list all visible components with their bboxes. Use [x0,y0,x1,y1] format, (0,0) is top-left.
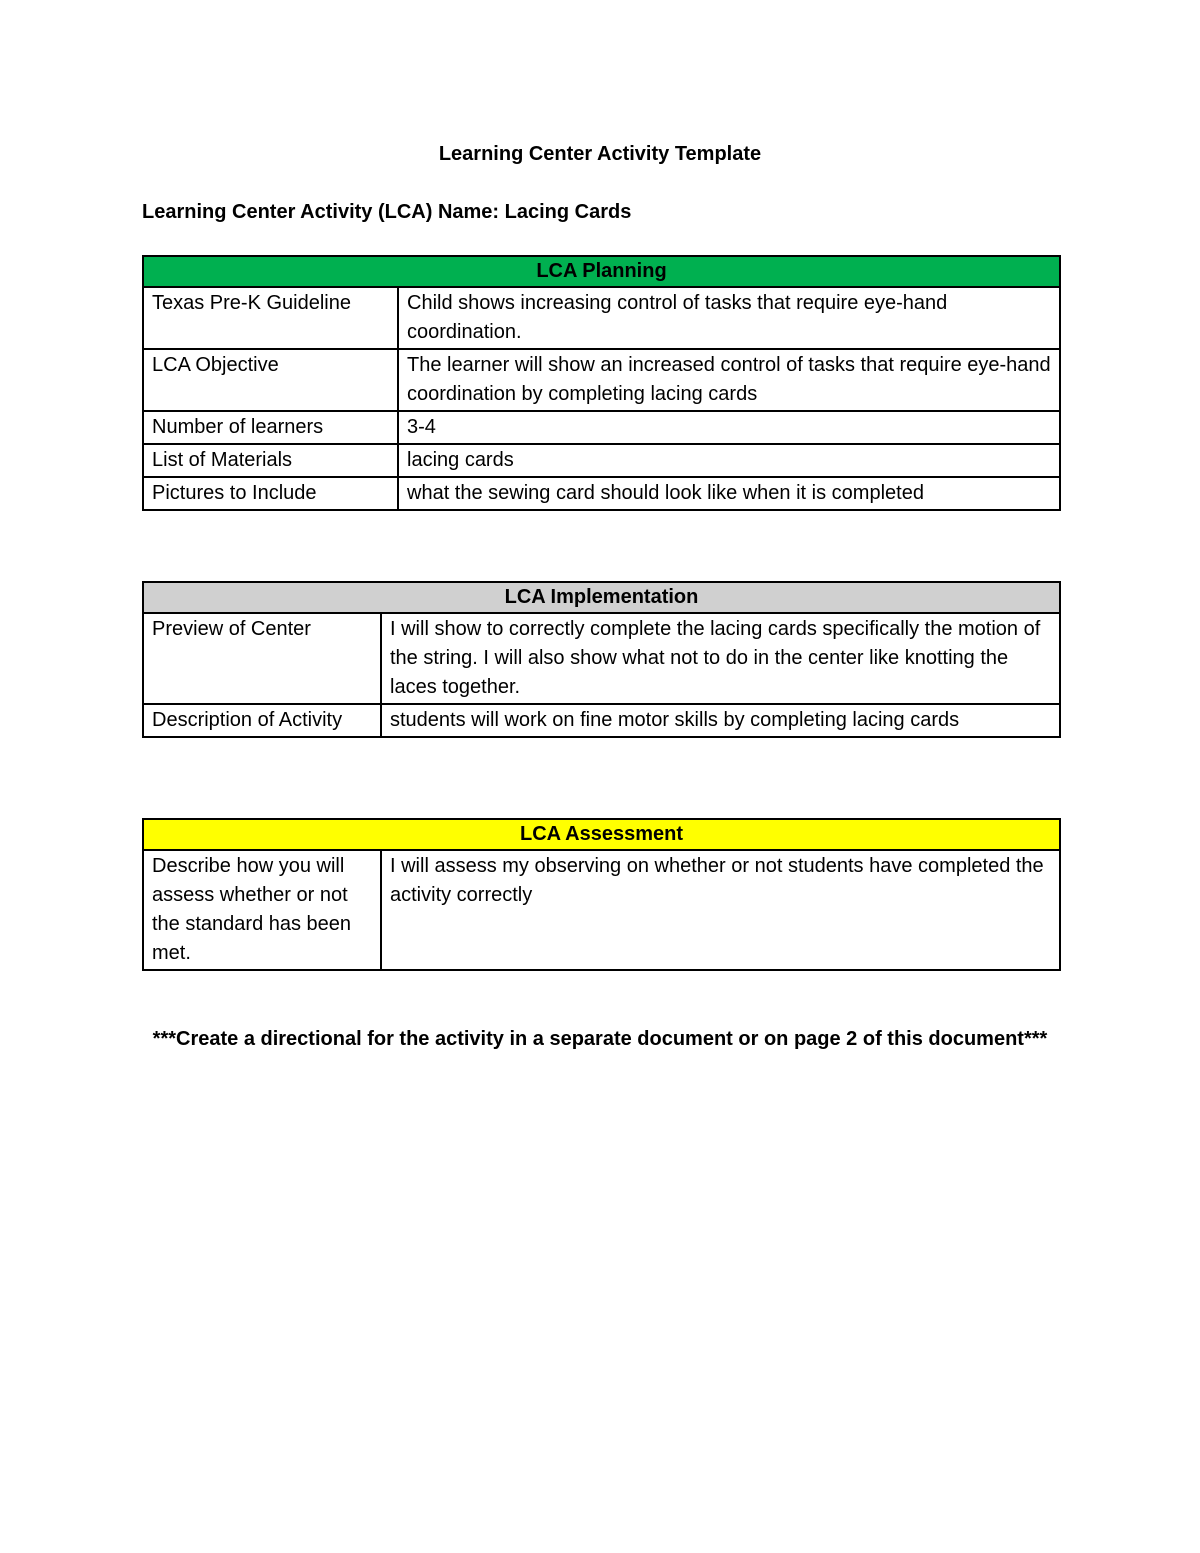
row-label: Number of learners [143,411,398,444]
assessment-table [142,818,1061,971]
implementation-table [142,581,1061,738]
row-value: what the sewing card should look like when it is completed [398,477,1060,510]
implementation-header: LCA Implementation [143,582,1060,613]
assessment-header: LCA Assessment [143,819,1060,850]
row-value: students will work on fine motor skills by completing lacing cards [381,704,1060,737]
row-label: LCA Objective [143,349,398,411]
row-label: Preview of Center [143,613,381,704]
row-value: The learner will show an increased control of tasks that require eye-hand coordination by completing lacing cards [398,349,1060,411]
row-value: I will assess my observing on whether or not students have completed the activity correctly [381,850,1060,970]
row-label: Texas Pre-K Guideline [143,287,398,349]
row-label: Description of Activity [143,704,381,737]
planning-table [142,255,1061,511]
table-row [143,411,1060,444]
table-row [143,444,1060,477]
table-row [143,349,1060,411]
row-value: Child shows increasing control of tasks that require eye-hand coordination. [398,287,1060,349]
planning-header: LCA Planning [143,256,1060,287]
table-row [143,704,1060,737]
row-value: lacing cards [398,444,1060,477]
row-label: List of Materials [143,444,398,477]
table-row [143,613,1060,704]
document-title: Learning Center Activity Template [438,143,762,165]
table-row [143,850,1060,970]
row-label: Pictures to Include [143,477,398,510]
footer-note: ***Create a directional for the activity in a separate document or on page 2 of this document*** [152,1028,1048,1050]
row-value: 3-4 [398,411,1060,444]
table-row [143,477,1060,510]
row-value: I will show to correctly complete the lacing cards specifically the motion of the string. I will also show what not to do in the center like knotting the laces together. [381,613,1060,704]
lca-name-line: Learning Center Activity (LCA) Name: Lacing Cards [142,201,632,223]
table-row [143,287,1060,349]
row-label: Describe how you will assess whether or not the standard has been met. [143,850,381,970]
